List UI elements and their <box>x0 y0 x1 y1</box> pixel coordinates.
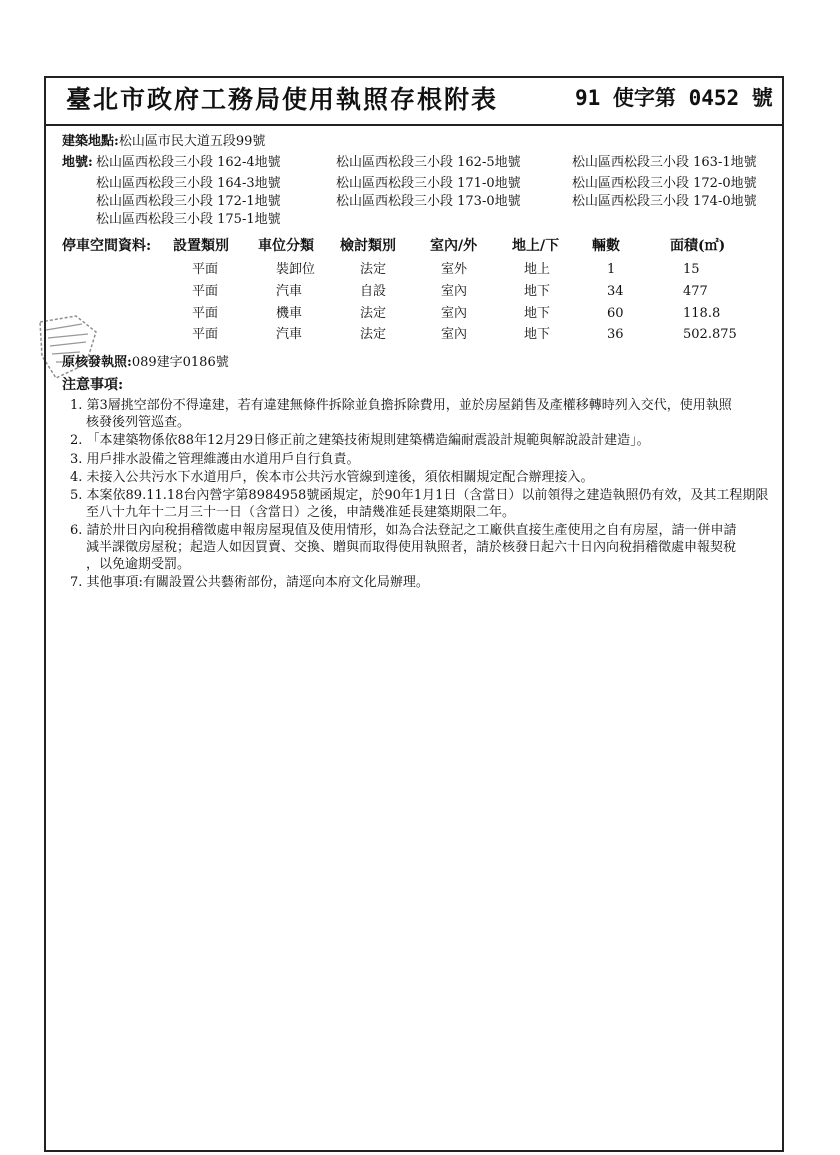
note-line: ，以免逾期受罰。 <box>86 557 191 572</box>
parking-cell: 地上 <box>524 262 551 277</box>
parking-cell: 平面 <box>192 284 219 299</box>
parking-cell: 477 <box>683 284 708 299</box>
parking-cell: 平面 <box>192 306 219 321</box>
lot-item: 松山區西松段三小段 163-1地號 <box>572 155 757 170</box>
lots-label: 地號: <box>62 155 93 170</box>
lot-item: 松山區西松段三小段 172-1地號 <box>96 194 281 209</box>
note-line: 5. 本案依89.11.18台內營字第8984958號函規定，於90年1月1日（含當日）以前領得之建造執照仍有效，及其工程期限 <box>70 488 769 503</box>
parking-cell: 15 <box>683 262 700 277</box>
parking-cell: 機車 <box>276 306 303 321</box>
parking-cell: 汽車 <box>276 327 303 342</box>
parking-cell: 60 <box>607 306 624 321</box>
parking-header: 車位分類 <box>258 238 314 254</box>
parking-header: 輛數 <box>592 238 620 254</box>
lot-item: 松山區西松段三小段 172-0地號 <box>572 176 757 191</box>
lot-item: 松山區西松段三小段 174-0地號 <box>572 194 757 209</box>
parking-cell: 地下 <box>524 306 551 321</box>
document-title: 臺北市政府工務局使用執照存根附表 <box>66 85 499 114</box>
lot-item: 松山區西松段三小段 162-4地號 <box>96 155 281 170</box>
lot-item: 松山區西松段三小段 171-0地號 <box>336 176 521 191</box>
parking-cell: 118.8 <box>683 306 721 321</box>
notes-label: 注意事項: <box>62 377 124 393</box>
parking-cell: 法定 <box>360 262 387 277</box>
parking-header: 面積(㎡) <box>670 238 726 254</box>
location-value: 松山區市民大道五段99號 <box>118 134 266 149</box>
location-label: 建築地點: <box>62 134 119 149</box>
parking-header: 檢討類別 <box>340 238 396 254</box>
note-line: 7. 其他事項:有關設置公共藝術部份，請逕向本府文化局辦理。 <box>70 575 429 590</box>
parking-header: 室內/外 <box>430 238 478 254</box>
location-row <box>62 134 265 150</box>
parking-cell: 地下 <box>524 284 551 299</box>
parking-cell: 36 <box>607 327 624 342</box>
original-permit-value: 089建字0186號 <box>131 355 229 370</box>
parking-cell: 室外 <box>441 262 468 277</box>
original-permit-label: 原核發執照: <box>62 355 132 370</box>
note-line: 至八十九年十二月三十一日（含當日）之後，申請幾准延長建築期限二年。 <box>86 505 516 520</box>
parking-cell: 平面 <box>192 327 219 342</box>
note-line: 核發後列管巡查。 <box>86 415 191 430</box>
parking-header: 地上/下 <box>512 238 560 254</box>
parking-cell: 法定 <box>360 327 387 342</box>
parking-header: 設置類別 <box>173 238 229 254</box>
lot-item: 松山區西松段三小段 162-5地號 <box>336 155 521 170</box>
parking-cell: 汽車 <box>276 284 303 299</box>
parking-cell: 502.875 <box>683 327 737 342</box>
note-line: 3. 用戶排水設備之管理維護由水道用戶自行負責。 <box>70 452 360 467</box>
note-line: 6. 請於卅日內向稅捐稽徵處申報房屋現值及使用情形，如為合法登記之工廠供直接生產使用之自有房屋，請一併申請 <box>70 523 737 538</box>
parking-cell: 自設 <box>360 284 387 299</box>
lot-item: 松山區西松段三小段 175-1地號 <box>96 212 281 227</box>
parking-cell: 法定 <box>360 306 387 321</box>
note-line: 4. 未接入公共污水下水道用戶，俟本市公共污水管線到達後，須依相關規定配合辦理接入。 <box>70 470 594 485</box>
parking-cell: 34 <box>607 284 624 299</box>
lot-item: 松山區西松段三小段 173-0地號 <box>336 194 521 209</box>
stamp-mark <box>36 312 106 382</box>
permit-number: 91 使字第 0452 號 <box>575 86 773 110</box>
parking-cell: 地下 <box>524 327 551 342</box>
parking-cell: 平面 <box>192 262 219 277</box>
parking-cell: 1 <box>607 262 616 277</box>
original-permit-row <box>62 355 229 371</box>
note-line: 2. 「本建築物係依88年12月29日修正前之建築技術規則建築構造編耐震設計規範與解說設計建造」。 <box>70 433 650 448</box>
parking-cell: 室內 <box>441 306 468 321</box>
note-line: 1. 第3層挑空部份不得違建，若有違建無條件拆除並負擔拆除費用，並於房屋銷售及產權移轉時列入交代，使用執照 <box>70 398 732 413</box>
lot-item: 松山區西松段三小段 164-3地號 <box>96 176 281 191</box>
parking-cell: 室內 <box>441 327 468 342</box>
parking-label: 停車空間資料: <box>62 238 152 254</box>
parking-cell: 室內 <box>441 284 468 299</box>
note-line: 減半課徵房屋稅；起造人如因買賣、交換、贈與而取得使用執照者，請於核發日起六十日內向稅捐稽徵處申報契稅 <box>86 540 737 555</box>
parking-cell: 裝卸位 <box>276 262 316 277</box>
